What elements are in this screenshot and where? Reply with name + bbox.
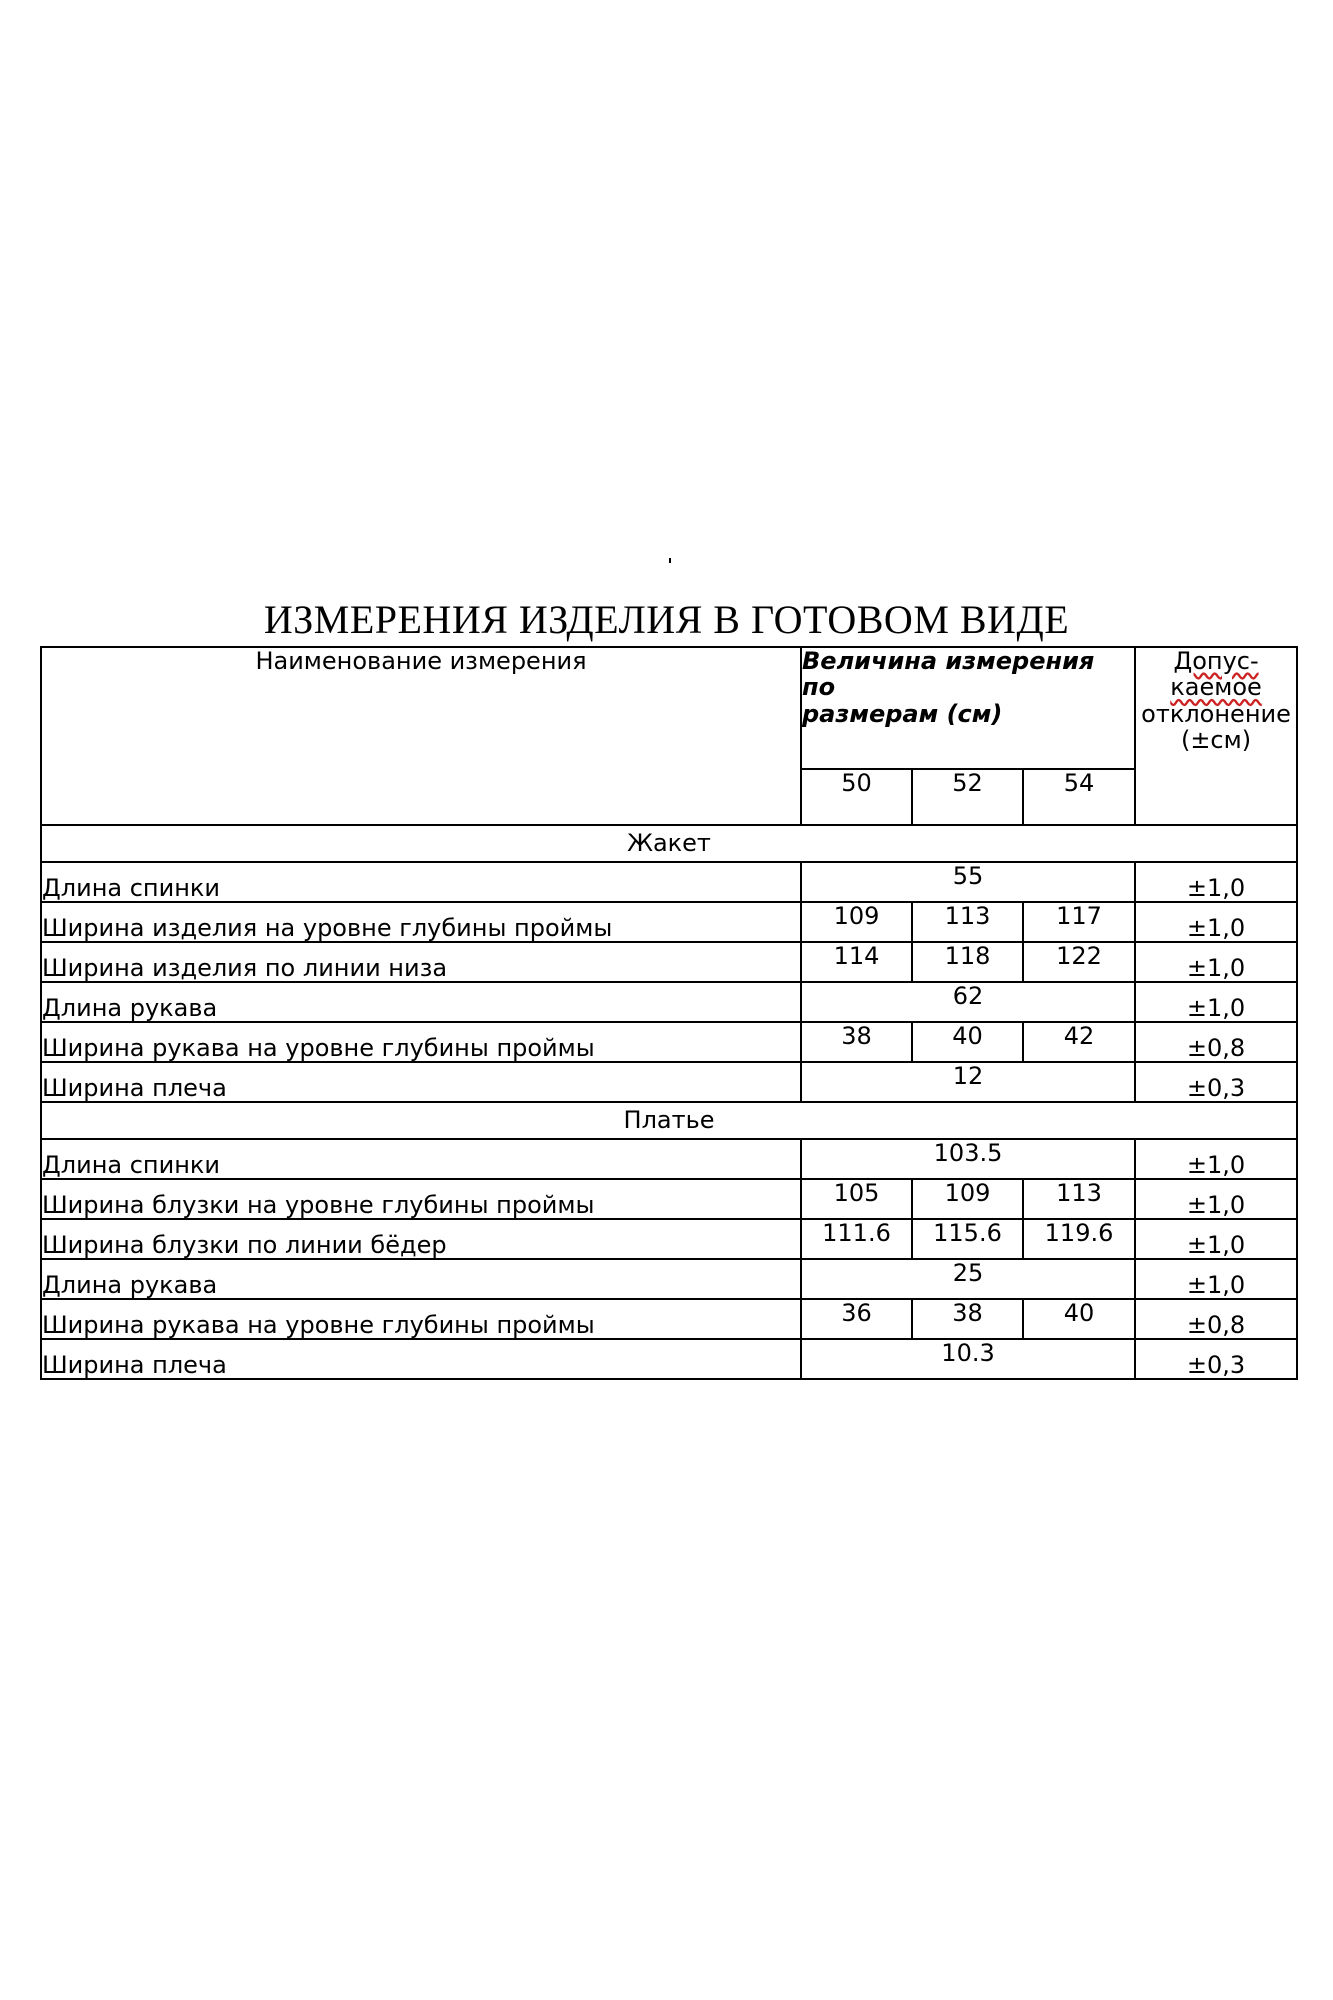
header-tolerance (1135, 647, 1297, 825)
tolerance-value: ±1,0 (1135, 942, 1297, 982)
measurement-name: Длина рукава (41, 982, 801, 1022)
measurement-value: 118 (912, 942, 1023, 982)
measurements-table (40, 646, 1298, 1380)
measurement-name: Длина спинки (41, 862, 801, 902)
measurements-table-body (41, 647, 1297, 1379)
measurement-value: 55 (801, 862, 1135, 902)
measurement-value: 111.6 (801, 1219, 912, 1259)
table-row (41, 1219, 1297, 1259)
measurement-value: 38 (912, 1299, 1023, 1339)
measurement-name: Ширина плеча (41, 1339, 801, 1379)
document-title: ИЗМЕРЕНИЯ ИЗДЕЛИЯ В ГОТОВОМ ВИДЕ (263, 597, 1070, 642)
section-title: Платье (41, 1102, 1297, 1139)
tolerance-value: ±0,3 (1135, 1339, 1297, 1379)
measurement-value: 42 (1023, 1022, 1135, 1062)
header-tolerance-line1: Допус- (1173, 647, 1259, 675)
table-row (41, 1022, 1297, 1062)
measurement-value: 38 (801, 1022, 912, 1062)
tolerance-value: ±1,0 (1135, 902, 1297, 942)
measurement-value: 109 (801, 902, 912, 942)
measurement-value: 12 (801, 1062, 1135, 1102)
header-tolerance-line3: отклонение (1141, 699, 1291, 728)
measurement-value: 113 (1023, 1179, 1135, 1219)
measurement-name: Ширина изделия по линии низа (41, 942, 801, 982)
measurement-value: 105 (801, 1179, 912, 1219)
table-row (41, 862, 1297, 902)
tolerance-value: ±1,0 (1135, 1219, 1297, 1259)
measurement-name: Ширина рукава на уровне глубины проймы (41, 1299, 801, 1339)
table-row (41, 1339, 1297, 1379)
measurement-value: 117 (1023, 902, 1135, 942)
measurement-value: 36 (801, 1299, 912, 1339)
measurement-name: Ширина плеча (41, 1062, 801, 1102)
measurement-value: 40 (912, 1022, 1023, 1062)
tolerance-value: ±1,0 (1135, 1259, 1297, 1299)
table-row (41, 942, 1297, 982)
table-row (41, 1259, 1297, 1299)
measurement-name: Ширина изделия на уровне глубины проймы (41, 902, 801, 942)
tolerance-value: ±1,0 (1135, 1139, 1297, 1179)
measurement-name: Ширина рукава на уровне глубины проймы (41, 1022, 801, 1062)
header-size-50: 50 (801, 769, 912, 825)
measurement-name: Ширина блузки по линии бёдер (41, 1219, 801, 1259)
section-title: Жакет (41, 825, 1297, 862)
header-size-group-line1: Величина измерения по (802, 647, 1095, 702)
table-row (41, 902, 1297, 942)
tolerance-value: ±0,8 (1135, 1022, 1297, 1062)
header-size-group-line2: размерам (см) (802, 699, 1003, 728)
table-row (41, 1179, 1297, 1219)
section-row (41, 1102, 1297, 1139)
tolerance-value: ±0,8 (1135, 1299, 1297, 1339)
measurement-value: 115.6 (912, 1219, 1023, 1259)
measurement-value: 25 (801, 1259, 1135, 1299)
tolerance-value: ±1,0 (1135, 862, 1297, 902)
tolerance-value: ±1,0 (1135, 982, 1297, 1022)
measurement-value: 113 (912, 902, 1023, 942)
stray-dot (669, 558, 671, 563)
header-measurement-name: Наименование измерения (41, 647, 801, 825)
table-row (41, 1299, 1297, 1339)
measurement-value: 122 (1023, 942, 1135, 982)
section-row (41, 825, 1297, 862)
measurement-value: 10.3 (801, 1339, 1135, 1379)
header-row (41, 647, 1297, 769)
measurement-value: 40 (1023, 1299, 1135, 1339)
tolerance-value: ±1,0 (1135, 1179, 1297, 1219)
measurement-value: 114 (801, 942, 912, 982)
header-size-group (801, 647, 1135, 769)
table-row (41, 1139, 1297, 1179)
header-tolerance-line2: каемое (1170, 673, 1262, 702)
measurement-name: Длина рукава (41, 1259, 801, 1299)
tolerance-value: ±0,3 (1135, 1062, 1297, 1102)
measurement-value: 103.5 (801, 1139, 1135, 1179)
measurement-value: 109 (912, 1179, 1023, 1219)
header-size-52: 52 (912, 769, 1023, 825)
measurement-value: 62 (801, 982, 1135, 1022)
table-row (41, 982, 1297, 1022)
measurement-value: 119.6 (1023, 1219, 1135, 1259)
header-tolerance-line4: (±см) (1180, 726, 1252, 755)
header-size-54: 54 (1023, 769, 1135, 825)
measurement-name: Ширина блузки на уровне глубины проймы (41, 1179, 801, 1219)
table-row (41, 1062, 1297, 1102)
measurement-name: Длина спинки (41, 1139, 801, 1179)
